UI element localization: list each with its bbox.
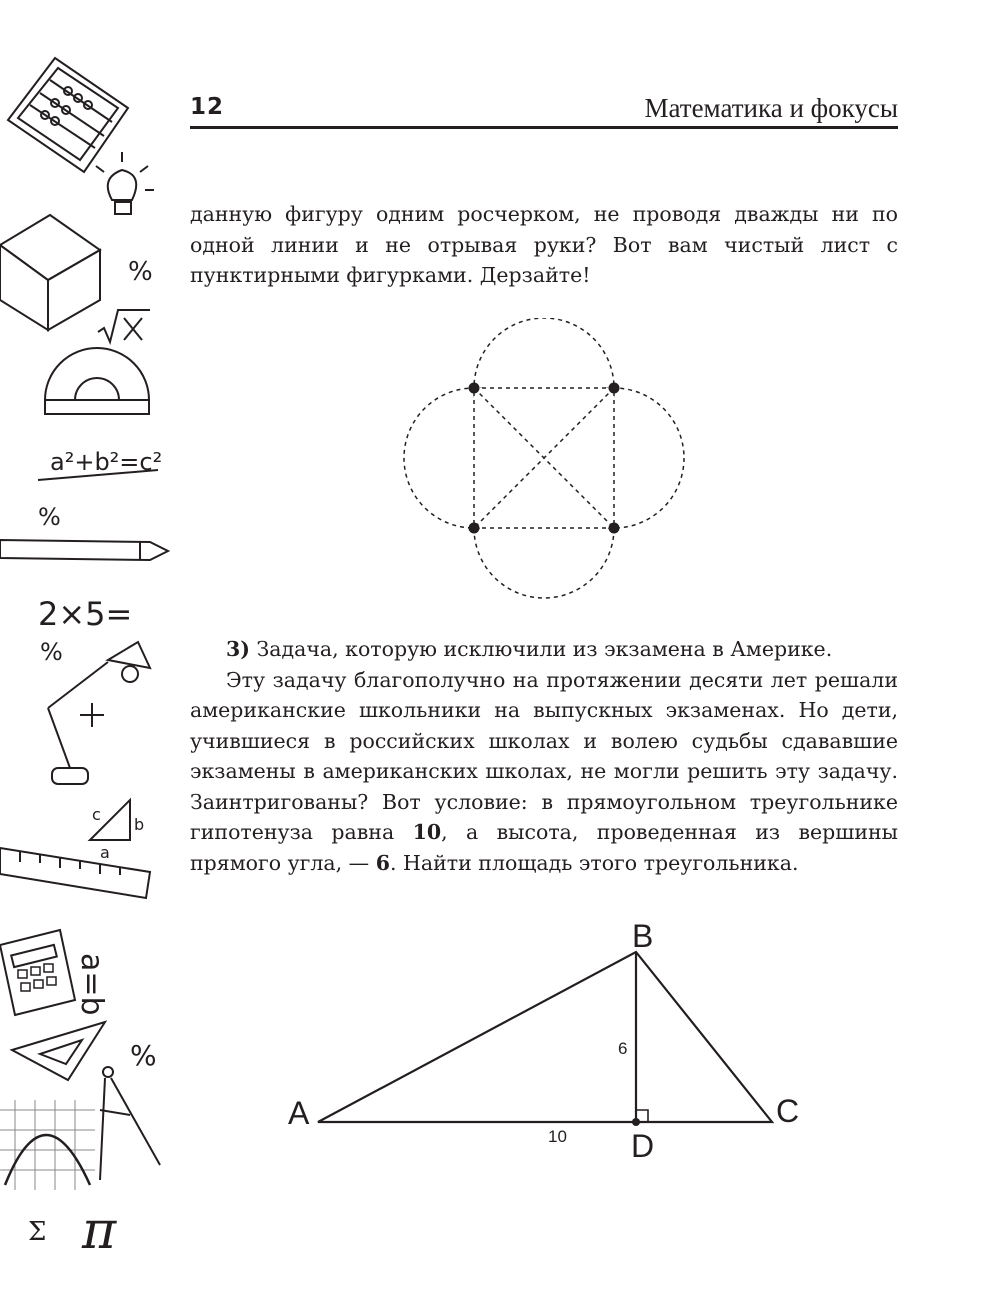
set-square-icon bbox=[12, 1022, 105, 1080]
vertex-d-label: D bbox=[631, 1128, 655, 1164]
height-value: 6 bbox=[375, 850, 390, 875]
percent-icon: % bbox=[128, 257, 153, 287]
calculator-icon bbox=[0, 930, 75, 1015]
sidebar-doodles bbox=[0, 0, 175, 1299]
problem-3 bbox=[190, 634, 898, 878]
triangle-abc bbox=[318, 952, 772, 1122]
sidebar-multiply: 2×5= bbox=[38, 595, 133, 633]
graph-paper-icon bbox=[0, 1100, 95, 1190]
sidebar-formula: a²+b²=c² bbox=[50, 448, 163, 476]
page-number: 12 bbox=[190, 94, 225, 120]
pi-icon: π bbox=[82, 1201, 117, 1261]
sqrt-icon bbox=[98, 310, 150, 342]
percent-icon: % bbox=[38, 503, 61, 531]
triangle-diagram bbox=[280, 912, 810, 1172]
dashed-figure bbox=[400, 318, 686, 608]
svg-text:a: a bbox=[100, 843, 110, 862]
ruler-icon bbox=[0, 848, 150, 898]
svg-text:b: b bbox=[134, 815, 145, 834]
svg-text:c: c bbox=[92, 805, 101, 824]
problem-number: 3) bbox=[226, 637, 250, 661]
intro-paragraph bbox=[190, 199, 898, 291]
dashed-arc-top bbox=[474, 318, 614, 458]
right-triangle-icon bbox=[90, 800, 144, 862]
vertex-a-label: A bbox=[288, 1095, 310, 1131]
problem-title: Задача, которую исключили из экзамена в Америке. bbox=[249, 637, 833, 661]
cube-icon bbox=[0, 215, 100, 330]
point-d bbox=[632, 1118, 640, 1126]
figure-vertex bbox=[469, 523, 480, 534]
light-bulb-icon bbox=[96, 152, 154, 214]
figure-vertex bbox=[609, 383, 620, 394]
header-rule bbox=[190, 126, 898, 129]
figure-vertex bbox=[469, 383, 480, 394]
problem-3-heading bbox=[190, 634, 898, 665]
running-title: Математика и фокусы bbox=[644, 93, 898, 123]
abacus-icon bbox=[8, 58, 128, 172]
desk-lamp-icon bbox=[48, 642, 150, 784]
hypotenuse-value: 10 bbox=[412, 820, 442, 844]
rotated-formula-icon: a=b bbox=[74, 953, 109, 1016]
protractor-icon bbox=[45, 348, 149, 414]
base-label: 10 bbox=[548, 1127, 567, 1146]
problem-3-body: Эту задачу благополучно на протяжении десяти лет решали американские школьники на выпускных экзаменах. Но дети, учившиеся в российских школах и волею судьбы сдававшие экзамены в американских школах, не могли решить эту задачу. Заинтригованы? Вот условие: в прямоугольном треугольнике гипотенуза равна 10, а высота, проведенная из вершины прямого угла, — 6. Найти площадь этого треугольника. bbox=[190, 667, 898, 875]
height-label: 6 bbox=[618, 1039, 628, 1058]
pencil-icon bbox=[0, 540, 168, 560]
vertex-b-label: B bbox=[632, 918, 654, 954]
vertex-c-label: C bbox=[776, 1093, 800, 1129]
intro-text: данную фигуру одним росчерком, не проводя дважды ни по одной линии и не отрывая руки? Вот вам чистый лист с пунктирными фигурками. Дерзайте! bbox=[190, 202, 898, 287]
percent-icon: % bbox=[40, 638, 63, 666]
compass-icon bbox=[100, 1067, 160, 1180]
percent-icon: % bbox=[130, 1039, 157, 1072]
dashed-arc-bottom bbox=[474, 458, 614, 598]
sigma-icon: Σ bbox=[28, 1217, 47, 1247]
figure-vertex bbox=[609, 523, 620, 534]
